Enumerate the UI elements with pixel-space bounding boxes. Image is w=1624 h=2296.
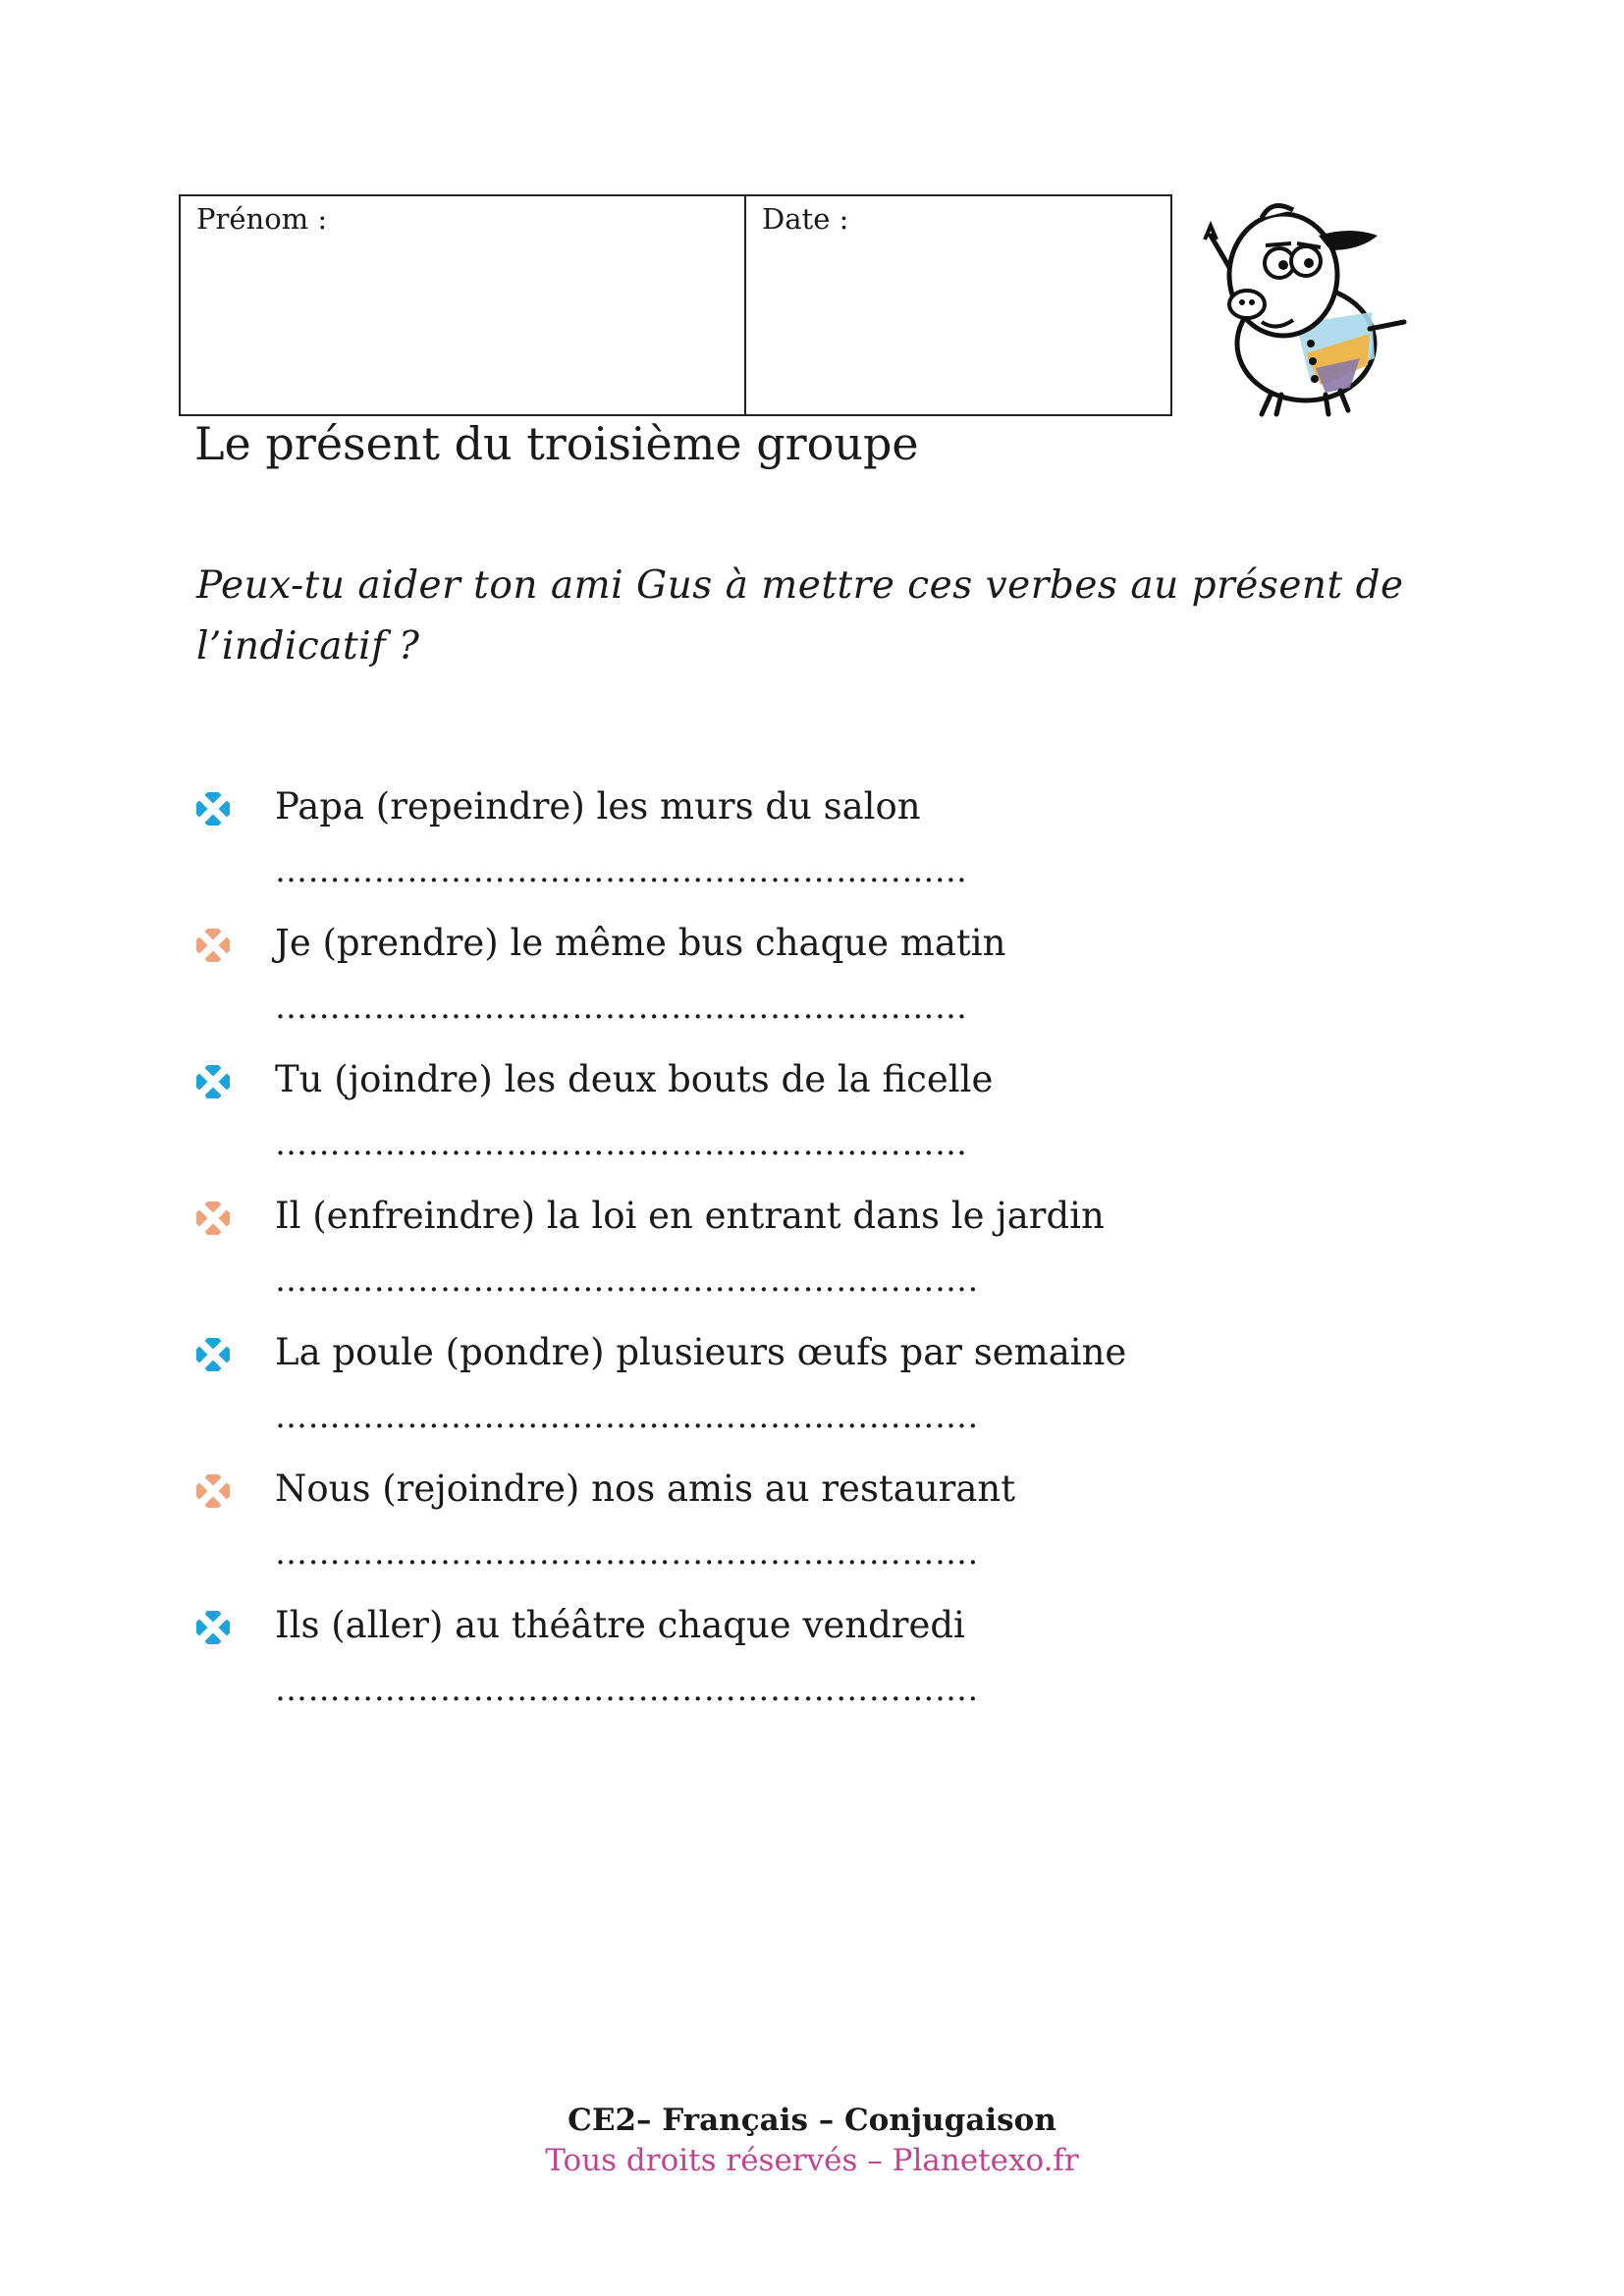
answer-line[interactable]: ………………………………………………………. [275,1397,979,1435]
list-item [0,919,1624,1056]
diamond-bullet-icon [196,1611,230,1644]
prenom-label: Prénom : [196,202,328,236]
answer-line[interactable]: ………………………………………………………. [275,1260,979,1299]
answer-line[interactable]: ……………………………………………………… [275,1124,968,1162]
list-item [0,1465,1624,1602]
list-item [0,1328,1624,1466]
list-item [0,1601,1624,1738]
exercise-sentence: Tu (joindre) les deux bouts de la ficelle [275,1058,994,1100]
footer-copyright: Tous droits réservés – Planetexo.fr [545,2143,1079,2178]
instruction-text: Peux-tu aider ton ami Gus à mettre ces verbes au présent de l’indicatif ? [196,563,1404,668]
exercise-sentence: Je (prendre) le même bus chaque matin [275,922,1006,964]
footer-course: CE2– Français – Conjugaison [568,2103,1056,2138]
answer-line[interactable]: ………………………………………………………. [275,1670,979,1708]
list-item [0,782,1624,920]
list-item [0,1055,1624,1193]
page-title: Le présent du troisième groupe [194,417,919,470]
exercise-sentence: La poule (pondre) plusieurs œufs par semaine [275,1331,1127,1373]
diamond-bullet-icon [196,1338,230,1371]
diamond-bullet-icon [196,1474,230,1508]
date-label: Date : [762,202,849,236]
answer-line[interactable]: ……………………………………………………... [275,851,968,889]
answer-line[interactable]: ……………………………………………………… [275,988,968,1026]
exercise-sentence: Papa (repeindre) les murs du salon [275,785,921,828]
exercise-sentence: Ils (aller) au théâtre chaque vendredi [275,1604,965,1646]
diamond-bullet-icon [196,1065,230,1098]
diamond-bullet-icon [196,1201,230,1235]
exercise-sentence: Nous (rejoindre) nos amis au restaurant [275,1468,1016,1510]
list-item [0,1192,1624,1329]
exercise-sentence: Il (enfreindre) la loi en entrant dans le jardin [275,1195,1105,1237]
diamond-bullet-icon [196,792,230,826]
answer-line[interactable]: ………………………………………………………. [275,1533,979,1572]
diamond-bullet-icon [196,929,230,962]
